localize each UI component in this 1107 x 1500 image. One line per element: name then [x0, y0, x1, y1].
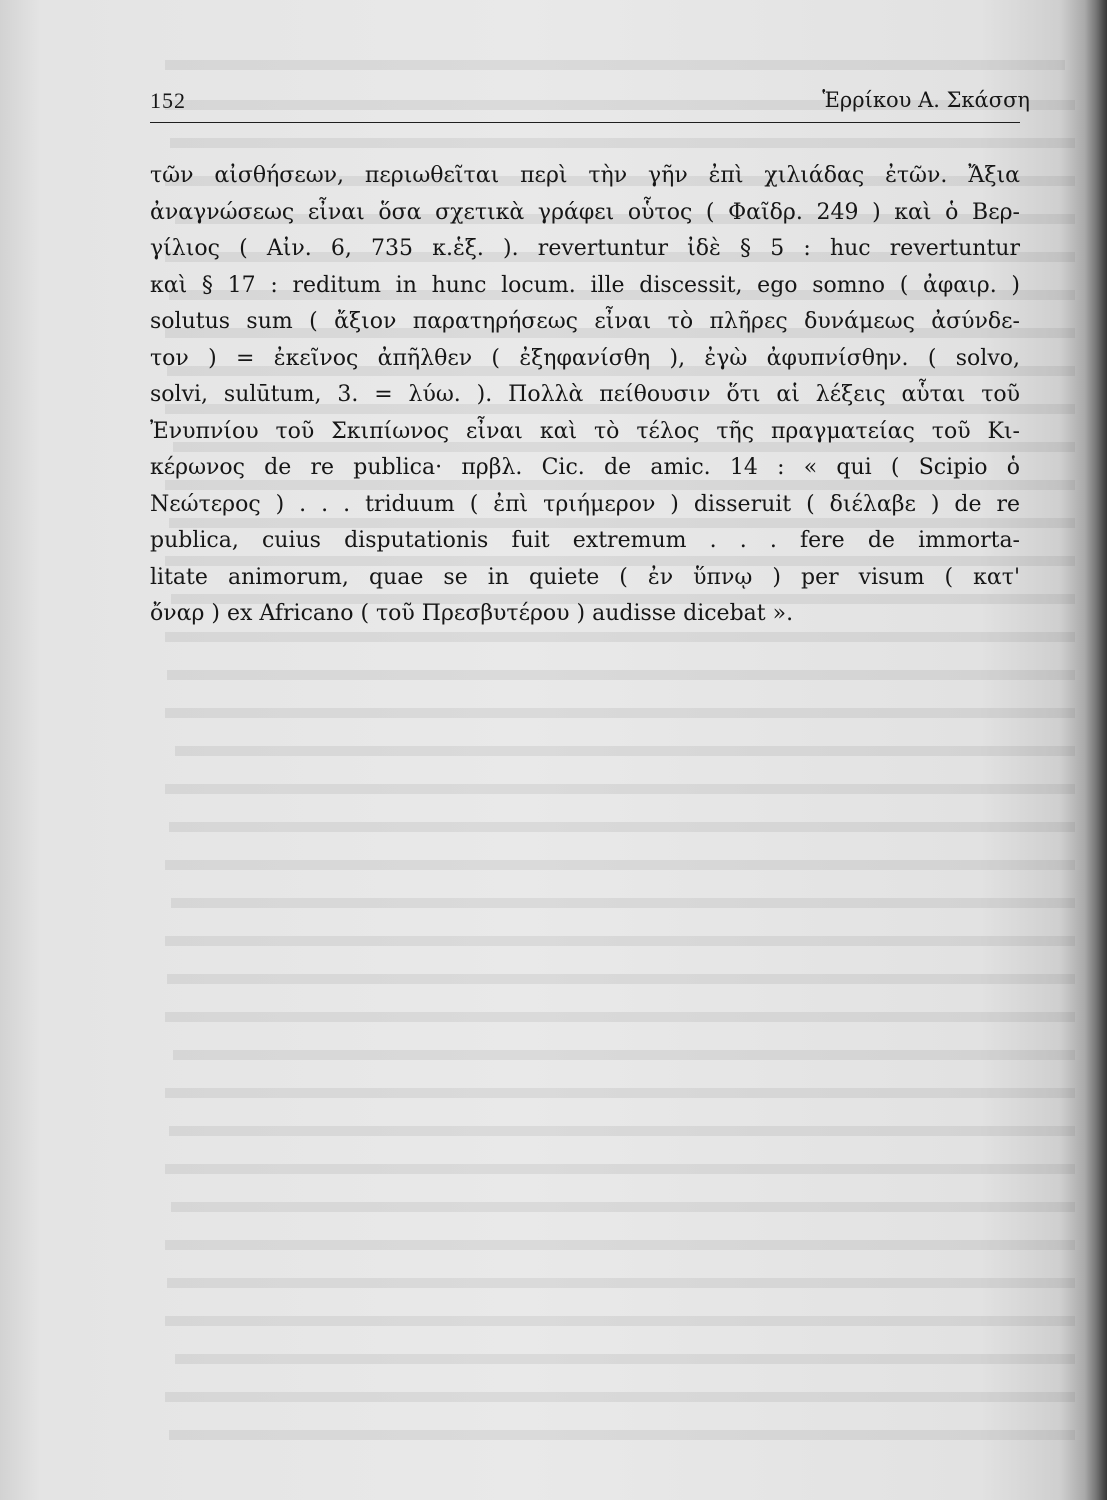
running-head: Ἑρρίκου Α. Σκάσση	[822, 88, 1030, 112]
text-line: solutus sum ( ἄξιον παρατηρήσεως εἶναι τὸ πλῆρες δυνάμεως ἀσύνδε-	[150, 309, 1020, 334]
text-line: τον ) = ἐκεῖνος ἀπῆλθεν ( ἐξηφανίσθη ), ἐγὼ ἀφυπνίσθην. ( solvo,	[150, 345, 1020, 371]
text-line: publica, cuius disputationis fuit extremum . . . fere de immorta-	[150, 528, 1020, 553]
page-header	[150, 88, 1030, 124]
text-line: litate animorum, quae se in quiete ( ἐν ὕπνῳ ) per visum ( κατ'	[150, 564, 1020, 590]
binding-shadow	[1085, 0, 1107, 1500]
text-line: γίλιος ( Αἰν. 6, 735 κ.ἑξ. ). revertuntur ἰδὲ § 5 : huc revertuntur	[150, 236, 1020, 261]
text-line: ἀναγνώσεως εἶναι ὅσα σχετικὰ γράφει οὗτος ( Φαῖδρ. 249 ) καὶ ὁ Βερ-	[150, 199, 1020, 225]
text-line: Ἐνυπνίου τοῦ Σκιπίωνος εἶναι καὶ τὸ τέλος τῆς πραγματείας τοῦ Κι-	[150, 418, 1020, 444]
text-line: Νεώτερος ) . . . triduum ( ἐπὶ τριήμερον ) disseruit ( διέλαβε ) de re	[150, 491, 1020, 517]
text-line: τῶν αἰσθήσεων, περιωθεῖται περὶ τὴν γῆν ἐπὶ χιλιάδας ἐτῶν. Ἄξια	[150, 163, 1020, 188]
body-text	[150, 158, 1020, 633]
page-number: 152	[150, 88, 186, 113]
text-line: ὄναρ ) ex Africano ( τοῦ Πρεσβυτέρου ) audisse dicebat ».	[150, 601, 794, 626]
text-line: καὶ § 17 : reditum in hunc locum. ille discessit, ego somno ( ἀφαιρ. )	[150, 272, 1020, 298]
text-line: κέρωνος de re publica· πρβλ. Cic. de amic. 14 : « qui ( Scipio ὁ	[150, 455, 1020, 480]
header-rule	[150, 122, 1020, 123]
text-line: solvi, sulūtum, 3. = λύω. ). Πολλὰ πείθουσιν ὅτι αἱ λέξεις αὗται τοῦ	[150, 382, 1020, 407]
